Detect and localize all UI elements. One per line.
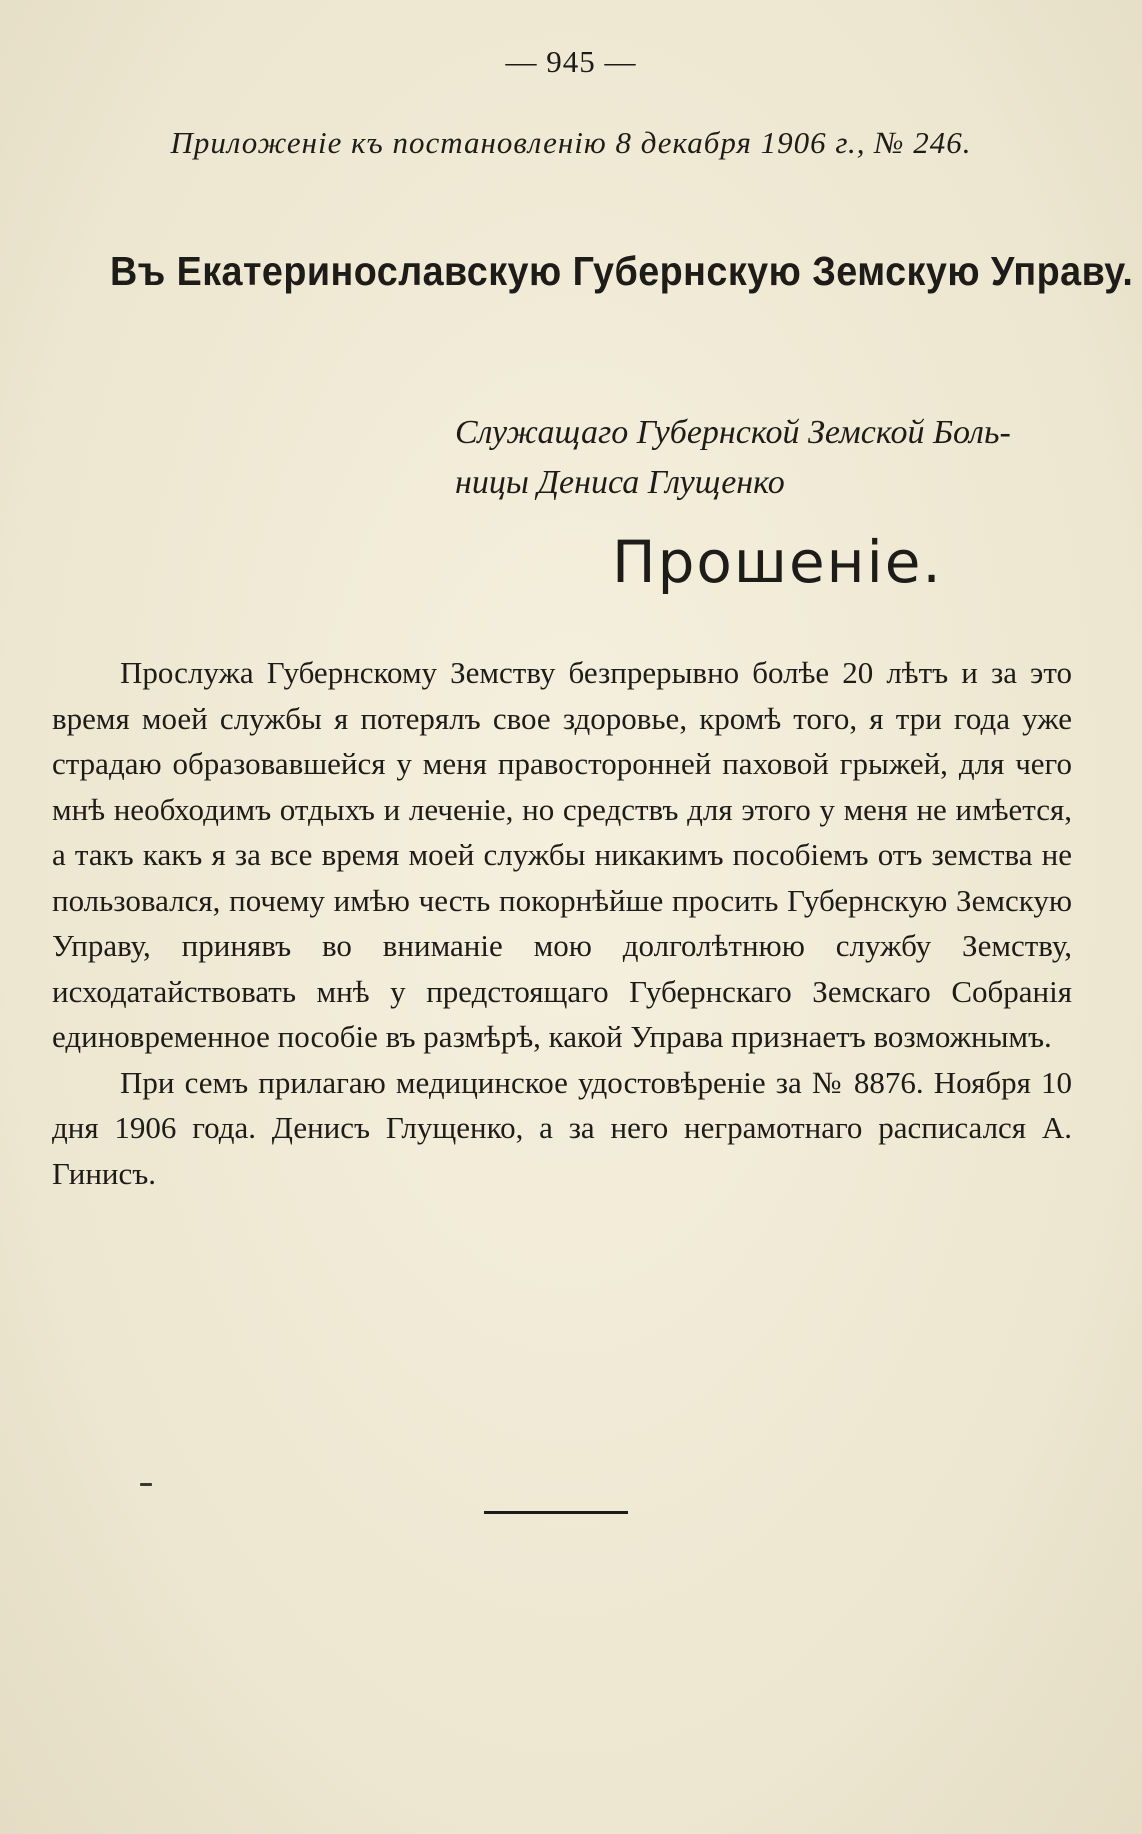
ink-mark bbox=[140, 1483, 152, 1486]
appendix-line: Приложеніе къ постановленію 8 декабря 1906 г., № 246. bbox=[170, 125, 972, 160]
sender-block bbox=[455, 408, 1095, 508]
closing-rule bbox=[484, 1511, 628, 1514]
page-number: — 945 — bbox=[505, 44, 637, 79]
sender-line-2: ницы Дениса Глущенко bbox=[455, 464, 785, 501]
body-paragraph-1: Прослужа Губернскому Земству безпрерывно болѣе 20 лѣтъ и за это время моей службы я потерялъ свое здоровье, кромѣ того, я три года уже страдаю образовавшейся у меня правосторонней паховой грыжей, для чего мнѣ необходимъ отдыхъ и леченіе, но средствъ для этого у меня не имѣется, а такъ какъ я за все время моей службы никакимъ пособіемъ отъ земства не пользовался, почему имѣю честь покорнѣйше просить Губернскую Земскую Управу, принявъ во вниманіе мою долголѣтнюю службу Земству, исходатайствовать мнѣ у предстоящаго Губернскаго Земскаго Собранія единовременное пособіе въ размѣрѣ, какой Управа признаетъ возможнымъ. bbox=[52, 655, 1072, 1054]
body-paragraph-2: При семъ прилагаю медицинское удостовѣреніе за № 8876. Ноября 10 дня 1906 года. Денисъ Глущенко, а за него неграмотнаго расписался А. Гинисъ. bbox=[52, 1064, 1072, 1191]
petition-body bbox=[52, 650, 1072, 1196]
addressee-heading: Въ Екатеринославскую Губернскую Земскую Управу. bbox=[110, 248, 1134, 294]
document-title: Прошеніе. bbox=[612, 528, 943, 596]
sender-line-1: Служащаго Губернской Земской Боль- bbox=[455, 414, 1011, 451]
